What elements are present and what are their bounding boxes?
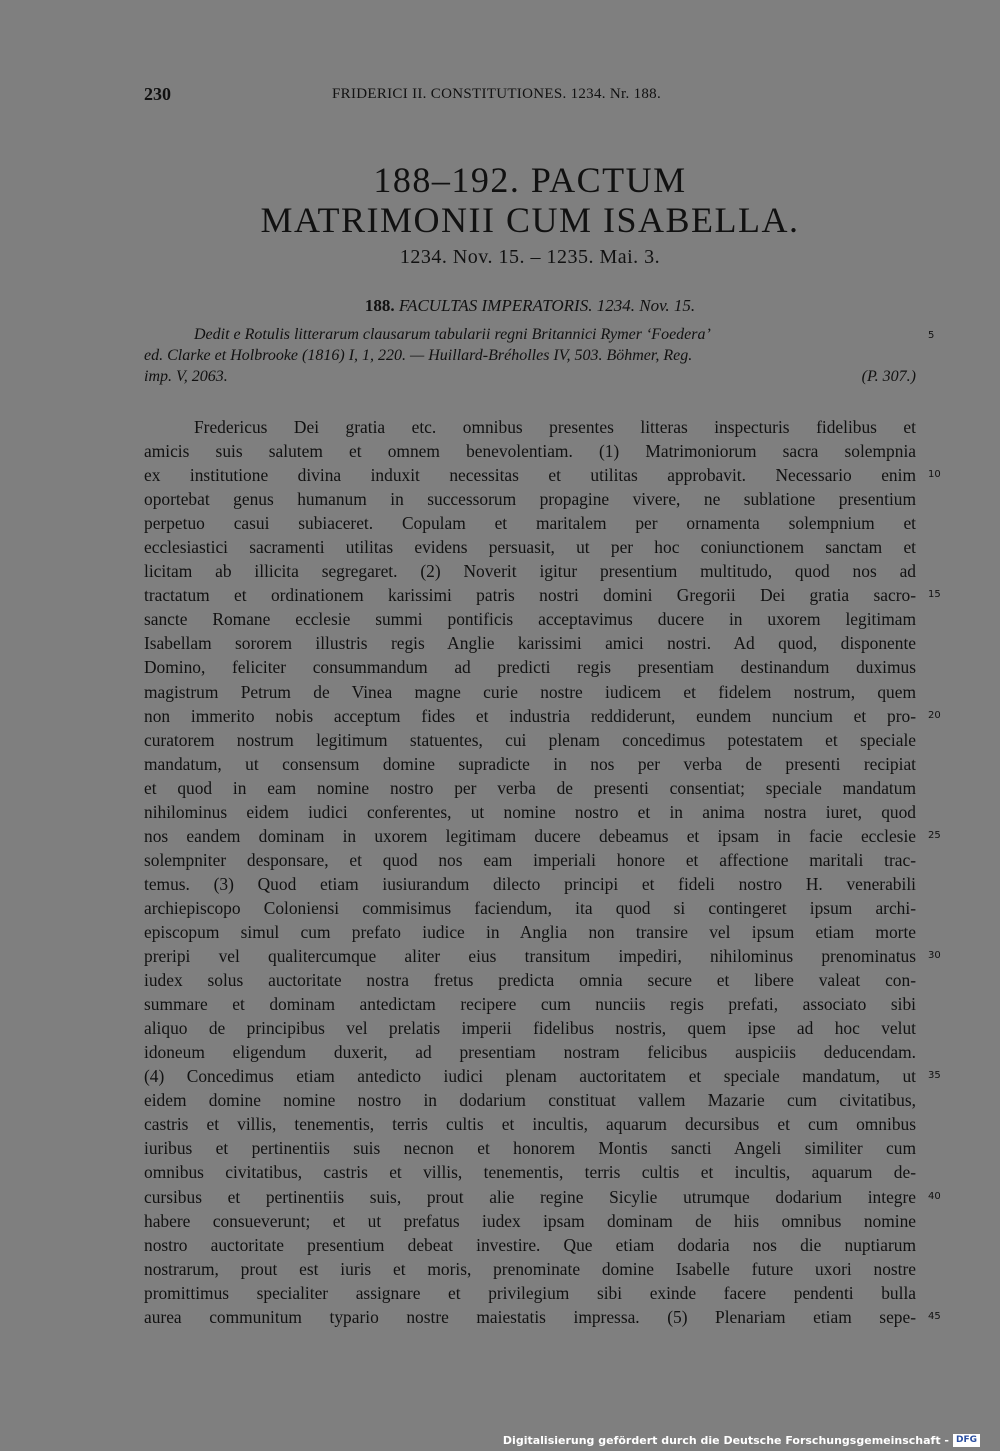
source-line-2: ed. Clarke et Holbrooke (1816) I, 1, 220. — Huillard-Bréholles IV, 503. Böhmer, Reg.	[144, 347, 693, 364]
source-page-reference: (P. 307.)	[861, 368, 916, 385]
body-line: aurea communitum typario nostre maiestatis impressa. (5) Plenariam etiam sepe-	[144, 1306, 916, 1327]
source-note	[144, 324, 916, 387]
body-line: castris et villis, tenementis, terris cultis et incultis, aquarum decursibus et cum omnibus	[144, 1114, 916, 1135]
body-line: licitam ab illicita segregaret. (2) Noverit igitur presentium multitudo, quod nos ad	[144, 561, 916, 582]
body-line: solempniter desponsare, et quod nos eam imperiali honore et affectione maritali trac-	[144, 849, 916, 870]
document-date: 1234. Nov. 15.	[596, 296, 696, 315]
body-line: (4) Concedimus etiam antedicto iudici plenam auctoritatem et speciale mandatum, ut	[144, 1066, 916, 1087]
title-block	[144, 160, 916, 269]
body-line: nihilominus eidem iudici conferentes, ut nomine nostro et in anima nostra iuret, quod	[144, 801, 916, 822]
source-line-1: Dedit e Rotulis litterarum clausarum tabularii regni Britannici Rymer ‘Foedera’	[194, 326, 711, 343]
document-title: FACULTAS IMPERATORIS.	[398, 296, 593, 315]
margin-line-number: 35	[928, 1070, 941, 1082]
body-line: iudex solus auctoritate nostra fretus predicta omnia secure et libere valeat con-	[144, 970, 916, 991]
body-line: Domino, feliciter consummandum ad predicti regis presentiam destinandum duximus	[144, 657, 916, 678]
margin-line-number: 40	[928, 1190, 941, 1202]
margin-line-number: 10	[928, 469, 941, 481]
body-line: magistrum Petrum de Vinea magne curie nostre iudicem et fidelem nostrum, quem	[144, 681, 916, 702]
margin-line-number: 5	[928, 330, 935, 341]
body-line: summare et dominam antedictam recipere cum nunciis regis prefati, associato sibi	[144, 994, 916, 1015]
document-heading	[144, 296, 916, 316]
title-dates: 1234. Nov. 15. – 1235. Mai. 3.	[399, 246, 661, 268]
body-line: preripi vel qualitercumque aliter eius transitum impediri, nihilominus prenominatus	[144, 946, 916, 967]
body-line: mandatum, ut consensum domine supradicte in nos per verba de presenti recipiat	[144, 753, 916, 774]
footer-text: Digitalisierung gefördert durch die Deutsche Forschungsgemeinschaft -	[502, 1434, 949, 1447]
body-line: archiepiscopo Coloniensi commisimus faciendum, ita quod si contingeret ipsum archi-	[144, 897, 916, 918]
body-line: temus. (3) Quod etiam iusiurandum dilecto principi et fideli nostro H. venerabili	[144, 873, 916, 894]
body-line: cursibus et pertinentiis suis, prout alie regine Sicylie utrumque dodarium integre	[144, 1186, 916, 1207]
body-line: aliquo de principibus vel prelatis imperii fidelibus nostris, quem ipse ad hoc velut	[144, 1018, 916, 1039]
running-head	[144, 84, 916, 108]
body-line: oportebat genus humanum in successorum propagine vivere, ne sublatione presentium	[144, 489, 916, 510]
source-reference: imp. V, 2063.	[144, 368, 228, 385]
dfg-logo: DFG	[953, 1434, 980, 1447]
body-line: et quod in eam nomine nostro per verba de presenti consentiat; speciale mandatum	[144, 777, 916, 798]
margin-line-number: 45	[928, 1310, 941, 1322]
body-line: nostrarum, prout est iuris et moris, prenominate domine Isabelle future uxori nostre	[144, 1258, 916, 1279]
body-line: nos eandem dominam in uxorem legitimam ducere debeamus et ipsam in facie ecclesie	[144, 825, 916, 846]
body-text	[144, 415, 916, 1329]
body-line: episcopum simul cum prefato iudice in Anglia non transire vel ipsum etiam morte	[144, 921, 916, 942]
body-line: curatorem nostrum legitimum statuentes, cui plenam concedimus potestatem et speciale	[144, 729, 916, 750]
margin-line-number: 30	[928, 950, 941, 962]
footer-credit	[503, 1434, 980, 1447]
body-line: eidem domine nomine nostro in dodarium constituat vallem Mazarie cum civitatibus,	[144, 1090, 916, 1111]
document-number: 188.	[364, 296, 395, 315]
body-line: ex institutione divina induxit necessitas et utilitas approbavit. Necessario enim	[144, 465, 916, 486]
body-line: ecclesiastici sacramenti utilitas evidens persuasit, ut per hoc coniunctionem sanctam et	[144, 537, 916, 558]
body-line: perpetuo casui subiaceret. Copulam et maritalem per ornamenta solempnium et	[144, 513, 916, 534]
title-line-1: 188–192. PACTUM	[373, 160, 687, 200]
body-line: omnibus civitatibus, castris et villis, tenementis, terris cultis et incultis, aquarum de-	[144, 1162, 916, 1183]
body-line: amicis suis salutem et omnem benevolentiam. (1) Matrimoniorum sacra solempnia	[144, 441, 916, 462]
body-line: habere consueverunt; et ut prefatus iudex ipsam dominam de hiis omnibus nomine	[144, 1210, 916, 1231]
source-line-3	[144, 366, 916, 387]
margin-line-number: 25	[928, 829, 941, 841]
title-line-2: MATRIMONII CUM ISABELLA.	[260, 200, 800, 240]
page-number: 230	[144, 84, 171, 104]
body-line: tractatum et ordinationem karissimi patris nostri domini Gregorii Dei gratia sacro-	[144, 585, 916, 606]
body-line: Fredericus Dei gratia etc. omnibus presentes litteras inspecturis fidelibus et	[194, 417, 916, 437]
running-head-text: FRIDERICI II. CONSTITUTIONES. 1234. Nr. 188.	[332, 86, 662, 102]
body-line: promittimus specialiter assignare et privilegium sibi exinde facere pendenti bulla	[144, 1282, 916, 1303]
body-line: non immerito nobis acceptum fides et industria reddiderunt, eundem nuncium et pro-	[144, 705, 916, 726]
margin-line-number: 15	[928, 589, 941, 601]
body-line: idoneum eligendum duxerit, ad presentiam nostram felicibus auspiciis deducendam.	[144, 1042, 916, 1063]
body-line: iuribus et pertinentiis suis necnon et honorem Montis sancti Angeli similiter cum	[144, 1138, 916, 1159]
body-line: sancte Romane ecclesie summi pontificis acceptavimus ducere in uxorem legitimam	[144, 609, 916, 630]
body-line: Isabellam sororem illustris regis Anglie karissimi amici nostri. Ad quod, disponente	[144, 633, 916, 654]
body-line: nostro auctoritate presentium debeat investire. Que etiam dodaria nos die nuptiarum	[144, 1234, 916, 1255]
margin-line-number: 20	[928, 709, 941, 721]
